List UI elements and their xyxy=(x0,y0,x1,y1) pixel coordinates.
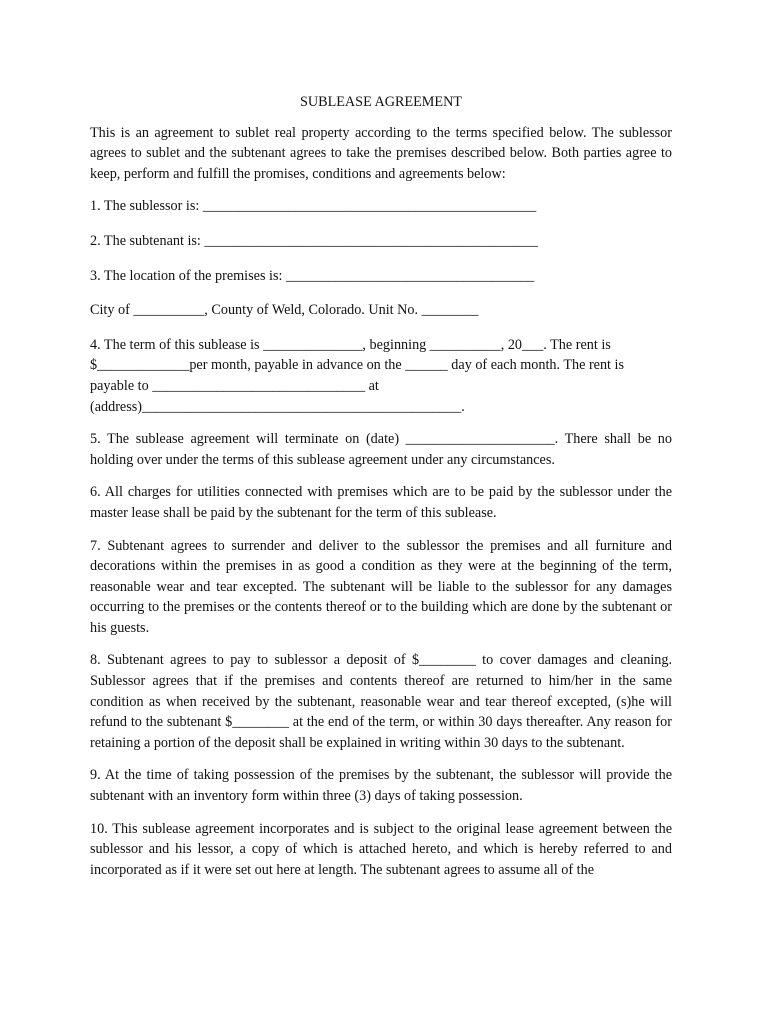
clause-9-inventory: 9. At the time of taking possession of the premises by the subtenant, the sublessor will provide the subtenant with an inventory form within three (3) days of taking possession. xyxy=(90,767,672,805)
clause-3-location: 3. The location of the premises is: ___________________________________ xyxy=(90,267,535,284)
clause-10-original-lease: 10. This sublease agreement incorporates and is subject to the original lease agreement between the sublessor and his lessor, a copy of which is attached hereto, and which is hereby referred to and incorporated as if it were set out here at length. The subtenant agrees to assume all of the xyxy=(90,820,672,878)
clause-4-line-4: (address)_____________________________________________. xyxy=(90,398,465,415)
intro-paragraph: This is an agreement to sublet real property according to the terms specified below. The sublessor agrees to sublet and the subtenant agrees to take the premises described below. Both parties agree to keep, perform and fulfill the promises, conditions and agreements below: xyxy=(90,124,672,182)
clause-4-line-1: 4. The term of this sublease is ______________, beginning __________, 20___. The rent is xyxy=(90,336,611,353)
clause-4-term xyxy=(90,335,672,417)
clause-4-line-3: payable to ______________________________ at xyxy=(90,377,379,394)
clause-6-utilities: 6. All charges for utilities connected with premises which are to be paid by the sublessor under the master lease shall be paid by the subtenant for the term of this sublease. xyxy=(90,484,672,521)
city-county-line: City of __________, County of Weld, Colorado. Unit No. ________ xyxy=(90,302,479,319)
clause-1-sublessor: 1. The sublessor is: _______________________________________________ xyxy=(90,198,537,215)
clause-7-surrender: 7. Subtenant agrees to surrender and deliver to the sublessor the premises and all furniture and decorations within the premises in as good a condition as they were at the beginning of the term, reasonable wear and tear excepted. The subtenant will be liable to the sublessor for any damages occurring to the premises or the contents thereof or to the building which are done by the subtenant or his guests. xyxy=(90,537,672,636)
clause-4-line-2: $_____________per month, payable in advance on the ______ day of each month. The rent is xyxy=(90,357,625,374)
clause-5-termination: 5. The sublease agreement will terminate on (date) _____________________. There shall be no holding over under the terms of this sublease agreement under any circumstances. xyxy=(90,431,672,468)
clause-8-deposit: 8. Subtenant agrees to pay to sublessor a deposit of $________ to cover damages and cleaning. Sublessor agrees that if the premises and contents thereof are returned to him/her in the same condition as when received by the subtenant, reasonable wear and tear thereof excepted, (s)he will refund to the subtenant $________ at the end of the term, or within 30 days thereafter. Any reason for retaining a portion of the deposit shall be explained in writing within 30 days to the subtenant. xyxy=(90,652,672,751)
document-body xyxy=(90,92,672,880)
document-title: SUBLEASE AGREEMENT xyxy=(300,94,462,110)
clause-2-subtenant: 2. The subtenant is: _______________________________________________ xyxy=(90,232,538,249)
